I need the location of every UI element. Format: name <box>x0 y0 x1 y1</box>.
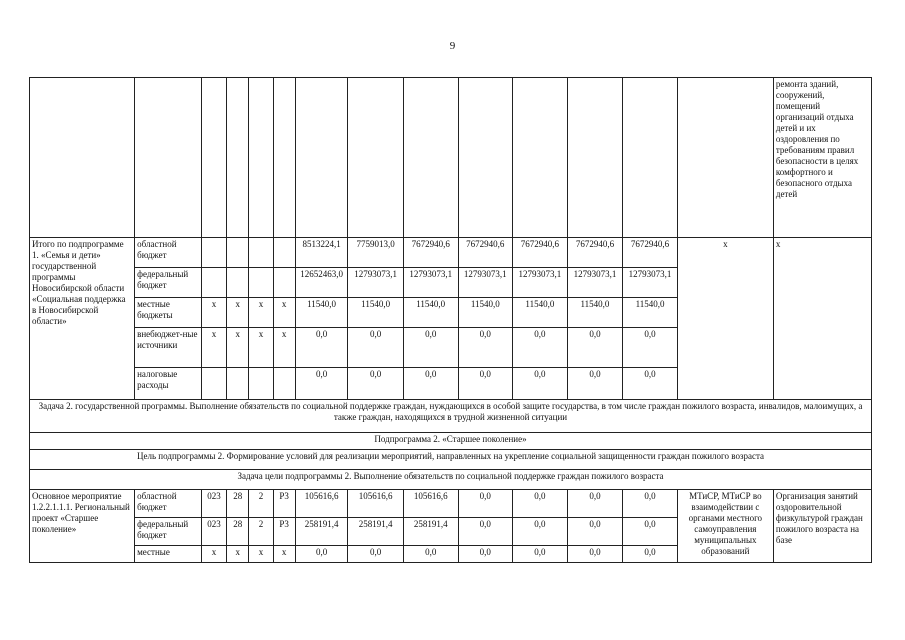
cell <box>567 78 623 238</box>
code-cell <box>249 368 273 400</box>
subprogram2-banner: Подпрограмма 2. «Старшее поколение» <box>30 433 872 450</box>
code-cell <box>201 268 226 298</box>
task2-banner: Задача 2. государственной программы. Выполнение обязательств по социальной поддержке граждан, нуждающихся в особой защите государства, в том числе граждан пожилого возраста, инвалидов, малоимущих, а также граждан, находящихся в трудной жизненной ситуации <box>30 400 872 433</box>
project-section <box>30 490 872 563</box>
value-cell: 11540,0 <box>458 298 513 328</box>
value-cell: 0,0 <box>623 328 678 368</box>
code-cell: x <box>249 546 273 563</box>
value-cell: 0,0 <box>513 328 568 368</box>
code-cell <box>227 368 249 400</box>
cell <box>273 78 295 238</box>
code-cell: 28 <box>227 518 249 546</box>
table-row <box>30 450 872 470</box>
code-cell <box>273 238 295 268</box>
value-cell: 0,0 <box>403 546 458 563</box>
result-cell: x <box>773 238 871 400</box>
value-cell: 0,0 <box>567 546 623 563</box>
funding-source: областной бюджет <box>135 490 202 518</box>
table-row <box>30 400 872 433</box>
code-cell: P3 <box>273 490 295 518</box>
cell <box>295 78 348 238</box>
funding-source: федеральный бюджет <box>135 518 202 546</box>
code-cell: x <box>201 298 226 328</box>
cell <box>30 78 135 238</box>
code-cell: x <box>201 328 226 368</box>
value-cell: 7672940,6 <box>403 238 458 268</box>
value-cell: 11540,0 <box>567 298 623 328</box>
cell <box>677 78 773 238</box>
value-cell: 0,0 <box>348 368 404 400</box>
cell <box>348 78 404 238</box>
value-cell: 12793073,1 <box>403 268 458 298</box>
cell <box>135 78 202 238</box>
table-row <box>30 470 872 490</box>
code-cell: x <box>249 298 273 328</box>
value-cell: 0,0 <box>513 490 568 518</box>
code-cell <box>201 368 226 400</box>
value-cell: 0,0 <box>403 328 458 368</box>
value-cell: 0,0 <box>623 490 678 518</box>
value-cell: 0,0 <box>348 546 404 563</box>
value-cell: 0,0 <box>513 518 568 546</box>
code-cell <box>249 268 273 298</box>
funding-source: местные <box>135 546 202 563</box>
value-cell: 0,0 <box>513 368 568 400</box>
value-cell: 0,0 <box>623 518 678 546</box>
value-cell: 105616,6 <box>348 490 404 518</box>
value-cell: 0,0 <box>458 546 513 563</box>
value-cell: 11540,0 <box>295 298 348 328</box>
funding-source: областной бюджет <box>135 238 202 268</box>
code-cell <box>273 368 295 400</box>
value-cell: 105616,6 <box>295 490 348 518</box>
value-cell: 0,0 <box>567 368 623 400</box>
value-cell: 11540,0 <box>348 298 404 328</box>
code-cell: x <box>227 546 249 563</box>
code-cell: x <box>227 328 249 368</box>
code-cell: x <box>227 298 249 328</box>
value-cell: 0,0 <box>513 546 568 563</box>
goal2-banner: Цель подпрограммы 2. Формирование условий для реализации мероприятий, направленных на укрепление социальной защищенности граждан пожилого возраста <box>30 450 872 470</box>
value-cell: 11540,0 <box>513 298 568 328</box>
value-cell: 7672940,6 <box>513 238 568 268</box>
cell <box>249 78 273 238</box>
value-cell: 12793073,1 <box>513 268 568 298</box>
value-cell: 0,0 <box>458 518 513 546</box>
cell <box>201 78 226 238</box>
cell <box>403 78 458 238</box>
code-cell: x <box>273 298 295 328</box>
value-cell: 0,0 <box>567 518 623 546</box>
value-cell: 7672940,6 <box>567 238 623 268</box>
project-label: Основное мероприятие 1.2.2.1.1.1. Региональный проект «Старшее поколение» <box>30 490 135 563</box>
value-cell: 12793073,1 <box>458 268 513 298</box>
value-cell: 12652463,0 <box>295 268 348 298</box>
continuation-result-text: ремонта зданий, сооружений, помещений организаций отдыха детей и их оздоровления по требованиям правил безопасности в целях комфортного и безопасного отдыха детей <box>773 78 871 238</box>
value-cell: 0,0 <box>623 368 678 400</box>
result-cell: Организация занятий оздоровительной физкультурой граждан пожилого возраста на базе <box>773 490 871 563</box>
value-cell: 0,0 <box>567 490 623 518</box>
value-cell: 105616,6 <box>403 490 458 518</box>
code-cell: 2 <box>249 518 273 546</box>
budget-table <box>29 77 872 563</box>
cell <box>227 78 249 238</box>
value-cell: 0,0 <box>295 546 348 563</box>
code-cell: x <box>201 546 226 563</box>
funding-source: внебюджет-ные источники <box>135 328 202 368</box>
funding-source: федеральный бюджет <box>135 268 202 298</box>
code-cell: 023 <box>201 490 226 518</box>
value-cell: 0,0 <box>458 368 513 400</box>
value-cell: 12793073,1 <box>348 268 404 298</box>
value-cell: 7672940,6 <box>458 238 513 268</box>
value-cell: 11540,0 <box>623 298 678 328</box>
table-row <box>30 490 872 518</box>
value-cell: 0,0 <box>403 368 458 400</box>
funding-source: налоговые расходы <box>135 368 202 400</box>
value-cell: 258191,4 <box>403 518 458 546</box>
funding-source: местные бюджеты <box>135 298 202 328</box>
value-cell: 12793073,1 <box>567 268 623 298</box>
code-cell: 2 <box>249 490 273 518</box>
value-cell: 7672940,6 <box>623 238 678 268</box>
page-number: 9 <box>449 40 456 52</box>
value-cell: 0,0 <box>295 368 348 400</box>
itogo-section <box>30 238 872 400</box>
table-row <box>30 238 872 268</box>
cell <box>458 78 513 238</box>
code-cell <box>227 268 249 298</box>
value-cell: 0,0 <box>458 328 513 368</box>
code-cell: 023 <box>201 518 226 546</box>
executor-cell: x <box>677 238 773 400</box>
value-cell: 0,0 <box>458 490 513 518</box>
itogo-label: Итого по подпрограмме 1. «Семья и дети» государственной программы Новосибирской области «Социальная поддержка в Новосибирской области» <box>30 238 135 400</box>
value-cell: 258191,4 <box>295 518 348 546</box>
value-cell: 11540,0 <box>403 298 458 328</box>
table-row <box>30 433 872 450</box>
code-cell: x <box>273 546 295 563</box>
goal-task2-banner: Задача цели подпрограммы 2. Выполнение обязательств по социальной поддержке граждан пожилого возраста <box>30 470 872 490</box>
code-cell <box>227 238 249 268</box>
code-cell: x <box>249 328 273 368</box>
code-cell: 28 <box>227 490 249 518</box>
value-cell: 7759013,0 <box>348 238 404 268</box>
value-cell: 258191,4 <box>348 518 404 546</box>
value-cell: 0,0 <box>623 546 678 563</box>
table-row <box>30 78 872 238</box>
executor-cell: МТиСР, МТиСР во взаимодействии с органами местного самоуправления муниципальных образований <box>677 490 773 563</box>
cell <box>623 78 678 238</box>
code-cell <box>249 238 273 268</box>
cell <box>513 78 568 238</box>
code-cell: P3 <box>273 518 295 546</box>
code-cell <box>273 268 295 298</box>
value-cell: 0,0 <box>295 328 348 368</box>
code-cell <box>201 238 226 268</box>
value-cell: 0,0 <box>567 328 623 368</box>
value-cell: 0,0 <box>348 328 404 368</box>
value-cell: 8513224,1 <box>295 238 348 268</box>
value-cell: 12793073,1 <box>623 268 678 298</box>
code-cell: x <box>273 328 295 368</box>
